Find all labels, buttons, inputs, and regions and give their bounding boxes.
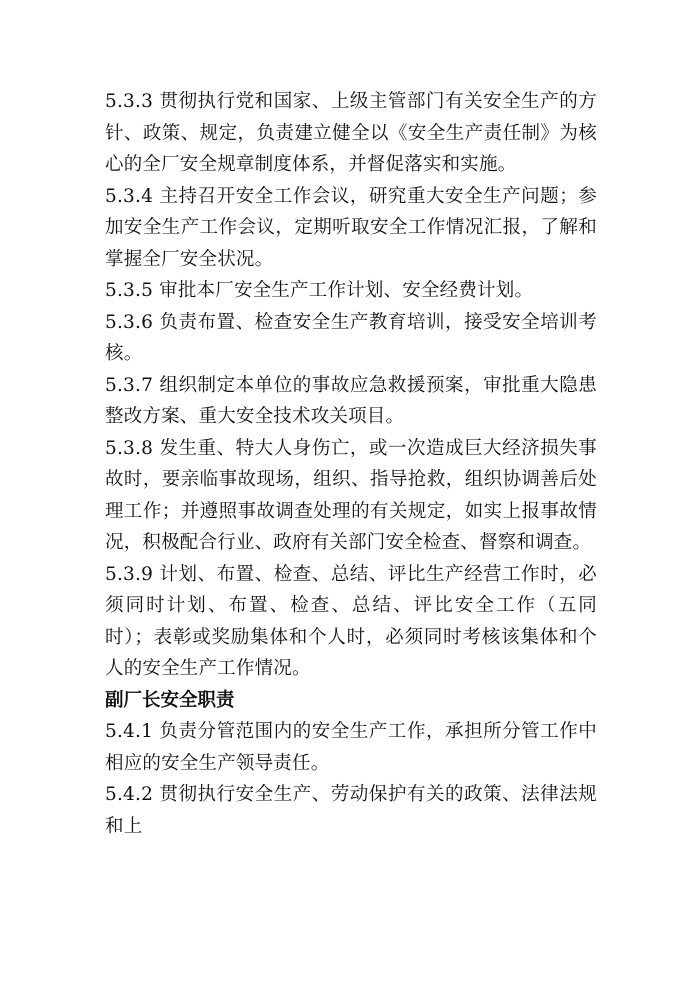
clause-5-3-9: 5.3.9 计划、布置、检查、总结、评比生产经营工作时，必须同时计划、布置、检查、总结、评比安全工作（五同时）；表彰或奖励集体和个人时，必须同时考核该集体和个人的安全生产工作情况。 [105, 563, 597, 679]
clause-5-3-6: 5.3.6 负责布置、检查安全生产教育培训，接受安全培训考核。 [105, 311, 597, 364]
document-page [105, 86, 597, 842]
clause-5-4-2: 5.4.2 贯彻执行安全生产、劳动保护有关的政策、法律法规和上 [105, 784, 597, 837]
section-heading: 副厂长安全职责 [105, 689, 235, 711]
clause-5-3-8: 5.3.8 发生重、特大人身伤亡，或一次造成巨大经济损失事故时，要亲临事故现场，组织、指导抢救，组织协调善后处理工作；并遵照事故调查处理的有关规定，如实上报事故情况，积极配合行业、政府有关部门安全检查、督察和调查。 [105, 437, 597, 553]
clause-5-3-3: 5.3.3 贯彻执行党和国家、上级主管部门有关安全生产的方针、政策、规定，负责建立健全以《安全生产责任制》为核心的全厂安全规章制度体系，并督促落实和实施。 [105, 91, 597, 175]
clause-5-4-1: 5.4.1 负责分管范围内的安全生产工作，承担所分管工作中相应的安全生产领导责任。 [105, 721, 597, 774]
clause-5-3-4: 5.3.4 主持召开安全工作会议，研究重大安全生产问题；参加安全生产工作会议，定期听取安全工作情况汇报，了解和掌握全厂安全状况。 [105, 185, 597, 270]
clause-5-3-5: 5.3.5 审批本厂安全生产工作计划、安全经费计划。 [105, 280, 534, 301]
clause-5-3-7: 5.3.7 组织制定本单位的事故应急救援预案，审批重大隐患整改方案、重大安全技术攻关项目。 [105, 374, 597, 427]
